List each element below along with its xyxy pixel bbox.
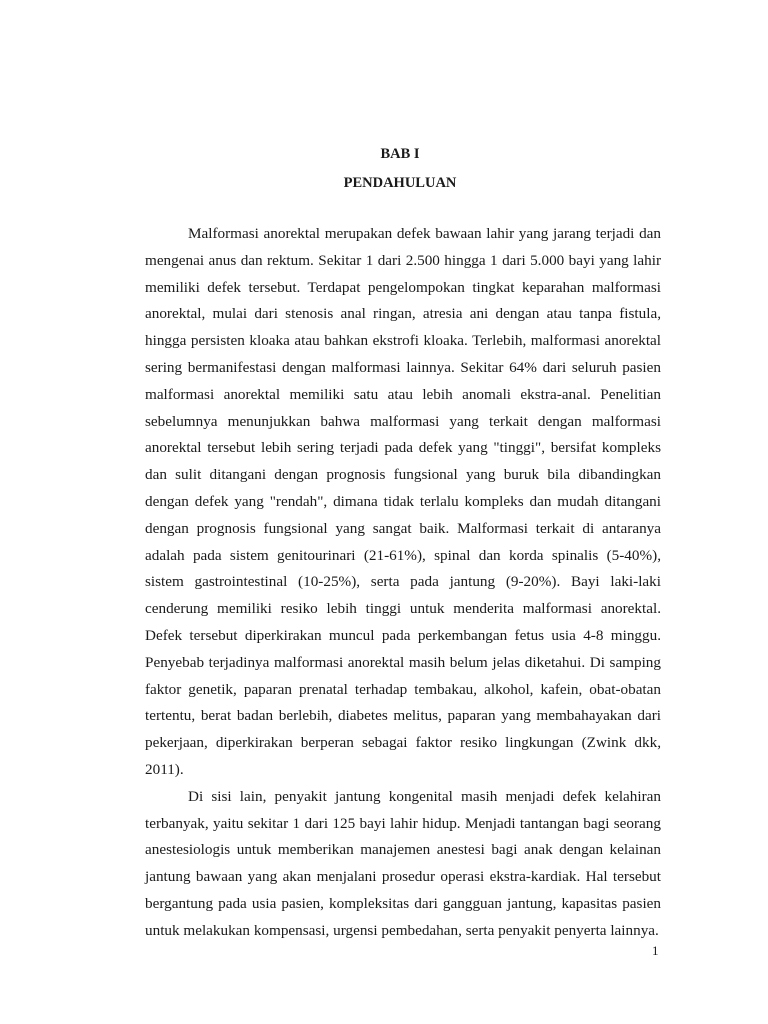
paragraph: Malformasi anorektal merupakan defek bawaan lahir yang jarang terjadi dan mengenai anus dan rektum. Sekitar 1 dari 2.500 hingga 1 dari 5.000 bayi yang lahir memiliki defek tersebut. Terdapat pengelompokan tingkat keparahan malformasi anorektal, mulai dari stenosis anal ringan, atresia ani dengan atau tanpa fistula, hingga persisten kloaka atau bahkan ekstrofi kloaka. Terlebih, malformasi anorektal sering bermanifestasi dengan malformasi lainnya. Sekitar 64% dari seluruh pasien malformasi anorektal memiliki satu atau lebih anomali ekstra-anal. Penelitian sebelumnya menunjukkan bahwa malformasi yang terkait dengan malformasi anorektal tersebut lebih sering terjadi pada defek yang "tinggi", bersifat kompleks dan sulit ditangani dengan prognosis fungsional yang buruk bila dibandingkan dengan defek yang "rendah", dimana tidak terlalu kompleks dan mudah ditangani dengan prognosis fungsional yang sangat baik. Malformasi terkait di antaranya adalah pada sistem genitourinari (21-61%), spinal dan korda spinalis (5-40%), sistem gastrointestinal (10-25%), serta pada jantung (9-20%). Bayi laki-laki cenderung memiliki resiko lebih tinggi untuk menderita malformasi anorektal. Defek tersebut diperkirakan muncul pada perkembangan fetus usia 4-8 minggu. Penyebab terjadinya malformasi anorektal masih belum jelas diketahui. Di samping faktor genetik, paparan prenatal terhadap tembakau, alkohol, kafein, obat-obatan tertentu, berat badan berlebih, diabetes melitus, paparan yang membahayakan dari pekerjaan, diperkirakan berperan sebagai faktor resiko lingkungan (Zwink dkk, 2011). xyxy=(145,225,661,778)
paragraph: Di sisi lain, penyakit jantung kongenital masih menjadi defek kelahiran terbanyak, yaitu sekitar 1 dari 125 bayi lahir hidup. Menjadi tantangan bagi seorang anestesiologis untuk memberikan manajemen anestesi bagi anak dengan kelainan jantung bawaan yang akan menjalani prosedur operasi ekstra-kardiak. Hal tersebut bergantung pada usia pasien, kompleksitas dari gangguan jantung, kapasitas pasien untuk melakukan kompensasi, urgensi pembedahan, serta penyakit penyerta lainnya. xyxy=(145,787,661,939)
chapter-title: PENDAHULUAN xyxy=(343,175,457,191)
chapter-label: BAB I xyxy=(380,146,420,162)
body-text xyxy=(145,221,661,945)
page-number: 1 xyxy=(652,943,659,958)
